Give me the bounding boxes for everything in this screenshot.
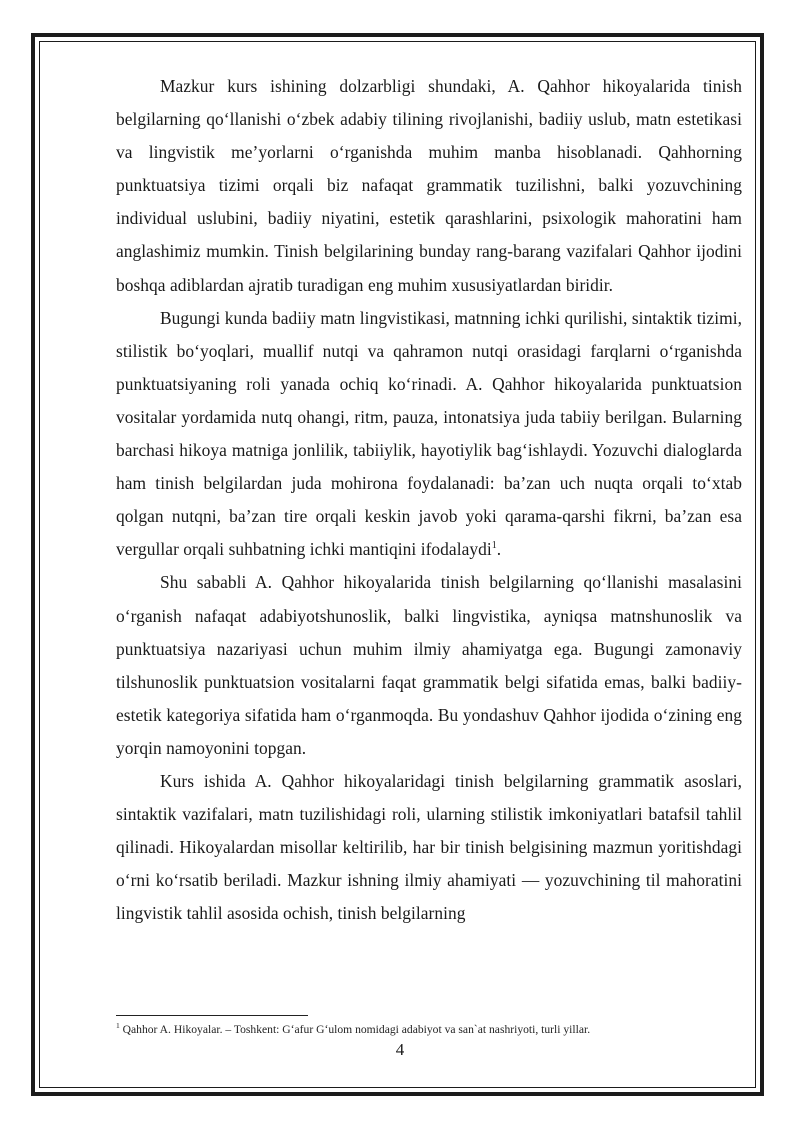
footnote-text: Qahhor A. Hikoyalar. – Toshkent: G‘afur G‘ulom nomidagi adabiyot va san`at nashriyoti, turli yillar. [119, 1023, 591, 1036]
footnote-marker: 1 [116, 1021, 120, 1031]
paragraph-3: Shu sababli A. Qahhor hikoyalarida tinish belgilarning qo‘llanishi masalasini o‘rganish nafaqat adabiyotshunoslik, balki lingvistika, ayniqsa matnshunoslik va punktuatsiya nazariyasi uchun muhim ilmiy ahamiyatga ega. Bugungi zamonaviy tilshunoslik punktuatsion vositalarni faqat grammatik belgi sifatida emas, balki badiiy-estetik kategoriya sifatida ham o‘rganmoqda. Bu yondashuv Qahhor ijodida o‘zining eng yorqin namoyonini topgan. [116, 572, 742, 758]
paragraph-2-text: Bugungi kunda badiiy matn lingvistikasi, matnning ichki qurilishi, sintaktik tizimi, stilistik bo‘yoqlari, muallif nutqi va qahramon nutqi orasidagi farqlarni o‘rganishda punktuatsiyaning roli yanada ochiq ko‘rinadi. A. Qahhor hikoyalarida punktuatsion vositalar yordamida nutq ohangi, ritm, pauza, intonatsiya juda tabiiy berilgan. Bularning barchasi hikoya matniga jonlilik, tabiiylik, hayotiylik bag‘ishlaydi. Yozuvchi dialoglarda ham tinish belgilardan juda mohirona foydalanadi: ba’zan uch nuqta orqali to‘xtab qolgan nutqni, ba’zan tire orqali keskin javob yoki qarama-qarshi fikrni, ba’zan esa vergullar orqali suhbatning ichki mantiqini ifodalaydi [116, 307, 742, 560]
page-number: 4 [395, 1040, 405, 1059]
footnote-separator [116, 1015, 308, 1016]
paragraph-4: Kurs ishida A. Qahhor hikoyalaridagi tinish belgilarning grammatik asoslari, sintaktik vazifalari, matn tuzilishidagi roli, ularning stilistik imkoniyatlari batafsil tahlil qilinadi. Hikoyalardan misollar keltirilib, har bir tinish belgisining mazmun yoritishdagi o‘rni ko‘rsatib beriladi. Mazkur ishning ilmiy ahamiyati — yozuvchining til mahoratini lingvistik tahlil asosida ochish, tinish belgilarning [116, 770, 742, 924]
paragraph-2-end: . [496, 539, 502, 560]
body-text [116, 70, 742, 930]
footnote-reference[interactable]: 1 [491, 540, 497, 552]
paragraph-2 [116, 302, 742, 567]
paragraph-1: Mazkur kurs ishining dolzarbligi shundaki, A. Qahhor hikoyalarida tinish belgilarning qo‘llanishi o‘zbek adabiy tilining rivojlanishi, badiiy uslub, matn estetikasi va lingvistik me’yorlarni o‘rganishda muhim manba hisoblanadi. Qahhorning punktuatsiya tizimi orqali biz nafaqat grammatik tuzilishni, balki yozuvchining individual uslubini, badiiy niyatini, estetik qarashlarini, psixologik mahoratini ham anglashimiz mumkin. Tinish belgilarining bunday rang-barang vazifalari Qahhor ijodini boshqa adiblardan ajratib turadigan eng muhim xususiyatlardan biridir. [116, 76, 742, 295]
footnote [116, 1023, 756, 1037]
